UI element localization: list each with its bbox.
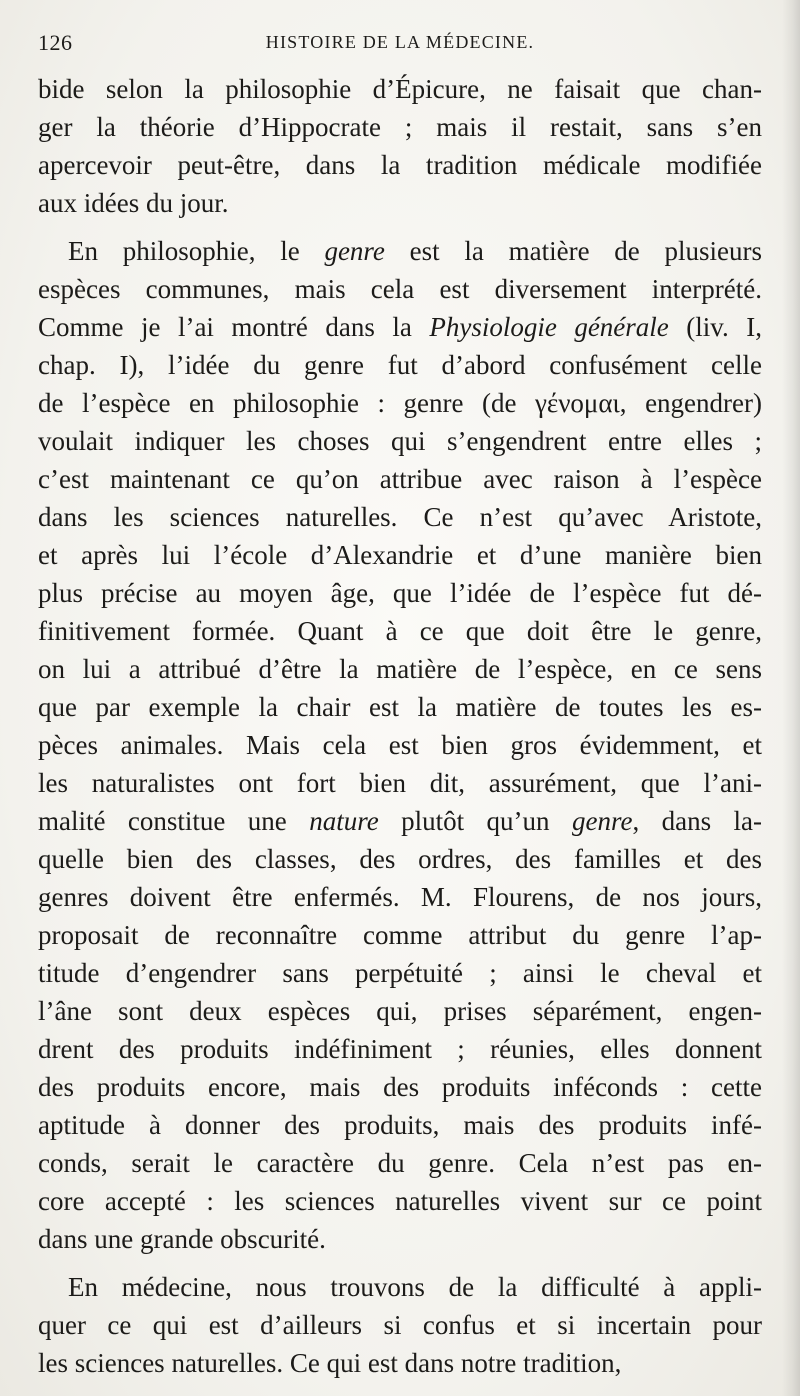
text-run: En philosophie, le [68, 236, 325, 266]
text-run: dans les sciences naturelles. Ce n’est qu’avec Aristote, [38, 502, 762, 532]
text-line [38, 802, 762, 840]
text-run: dans une grande obscurité. [38, 1224, 326, 1254]
text-line [38, 498, 762, 536]
text-line [38, 688, 762, 726]
text-line [38, 1106, 762, 1144]
paragraph-gap [38, 1258, 762, 1268]
text-run: chap. I), l’idée du genre fut d’abord confusément celle [38, 350, 762, 380]
text-line [38, 346, 762, 384]
text-line [38, 878, 762, 916]
text-line [38, 232, 762, 270]
text-line [38, 1220, 762, 1258]
page-number: 126 [38, 30, 73, 55]
text-line [38, 270, 762, 308]
text-run: que par exemple la chair est la matière de toutes les es- [38, 692, 762, 722]
text-line [38, 1306, 762, 1344]
text-run: (liv. I, [668, 312, 762, 342]
text-line [38, 460, 762, 498]
text-line [38, 574, 762, 612]
italic-text: nature [309, 806, 379, 836]
running-title: HISTOIRE DE LA MÉDECINE. [265, 32, 535, 52]
text-line [38, 726, 762, 764]
italic-text: genre [571, 806, 633, 836]
text-run: les naturalistes ont fort bien dit, assurément, que l’ani- [38, 768, 762, 798]
text-run: aux idées du jour. [38, 188, 229, 218]
page-header [38, 30, 762, 60]
text-run: quelle bien des classes, des ordres, des familles et des [38, 844, 762, 874]
text-run: malité constitue une [38, 806, 310, 836]
text-run: bide selon la philosophie d’Épicure, ne faisait que chan- [38, 74, 762, 104]
text-line [38, 1068, 762, 1106]
text-run: titude d’engendrer sans perpétuité ; ainsi le cheval et [38, 958, 762, 988]
paragraph [38, 70, 762, 222]
text-run: plus précise au moyen âge, que l’idée de l’espèce fut dé- [38, 578, 762, 608]
text-run: En médecine, nous trouvons de la difficulté à appli- [68, 1272, 762, 1302]
text-line [38, 916, 762, 954]
text-run: des produits encore, mais des produits inféconds : cette [38, 1072, 762, 1102]
text-run: apercevoir peut-être, dans la tradition médicale modifiée [38, 150, 762, 180]
text-run: drent des produits indéfiniment ; réunies, elles donnent [38, 1034, 762, 1064]
text-line [38, 1268, 762, 1306]
text-run: proposait de reconnaître comme attribut du genre l’ap- [38, 920, 762, 950]
text-line [38, 1344, 762, 1382]
text-line [38, 184, 762, 222]
text-run: on lui a attribué d’être la matière de l’espèce, en ce sens [38, 654, 762, 684]
text-run: aptitude à donner des produits, mais des produits infé- [38, 1110, 762, 1140]
text-line [38, 146, 762, 184]
italic-text: Physiologie générale [429, 312, 669, 342]
text-line [38, 1182, 762, 1220]
text-line [38, 308, 762, 346]
text-run: pèces animales. Mais cela est bien gros évidemment, et [38, 730, 762, 760]
text-run: core accepté : les sciences naturelles vivent sur ce point [38, 1186, 762, 1216]
text-line [38, 70, 762, 108]
text-run: et après lui l’école d’Alexandrie et d’une manière bien [38, 540, 762, 570]
paragraph-gap [38, 222, 762, 232]
text-run: plutôt qu’un [378, 806, 572, 836]
text-run: ger la théorie d’Hippocrate ; mais il restait, sans s’en [38, 112, 762, 142]
text-line [38, 384, 762, 422]
text-line [38, 992, 762, 1030]
body-text [38, 70, 762, 1382]
text-line [38, 612, 762, 650]
text-run: quer ce qui est d’ailleurs si confus et si incertain pour [38, 1310, 762, 1340]
paragraph [38, 232, 762, 1258]
text-run: genres doivent être enfermés. M. Flourens, de nos jours, [38, 882, 762, 912]
text-run: Comme je l’ai montré dans la [38, 312, 430, 342]
text-line [38, 1144, 762, 1182]
text-run: finitivement formée. Quant à ce que doit être le genre, [38, 616, 762, 646]
text-line [38, 108, 762, 146]
paragraph [38, 1268, 762, 1382]
page-gutter-shadow [782, 0, 800, 1396]
text-run: espèces communes, mais cela est diversement interprété. [38, 274, 762, 304]
text-line [38, 536, 762, 574]
text-line [38, 1030, 762, 1068]
text-line [38, 650, 762, 688]
text-run: est la matière de plusieurs [384, 236, 762, 266]
text-run: de l’espèce en philosophie : genre (de γένομαι, engendrer) [38, 388, 762, 418]
text-run: c’est maintenant ce qu’on attribue avec raison à l’espèce [38, 464, 762, 494]
text-run: l’âne sont deux espèces qui, prises séparément, engen- [38, 996, 762, 1026]
italic-text: genre [324, 236, 385, 266]
text-run: conds, serait le caractère du genre. Cela n’est pas en- [38, 1148, 762, 1178]
text-line [38, 840, 762, 878]
text-line [38, 954, 762, 992]
text-run: , dans la- [632, 806, 762, 836]
text-run: les sciences naturelles. Ce qui est dans notre tradition, [38, 1348, 622, 1378]
text-line [38, 764, 762, 802]
text-run: voulait indiquer les choses qui s’engendrent entre elles ; [38, 426, 762, 456]
text-line [38, 422, 762, 460]
